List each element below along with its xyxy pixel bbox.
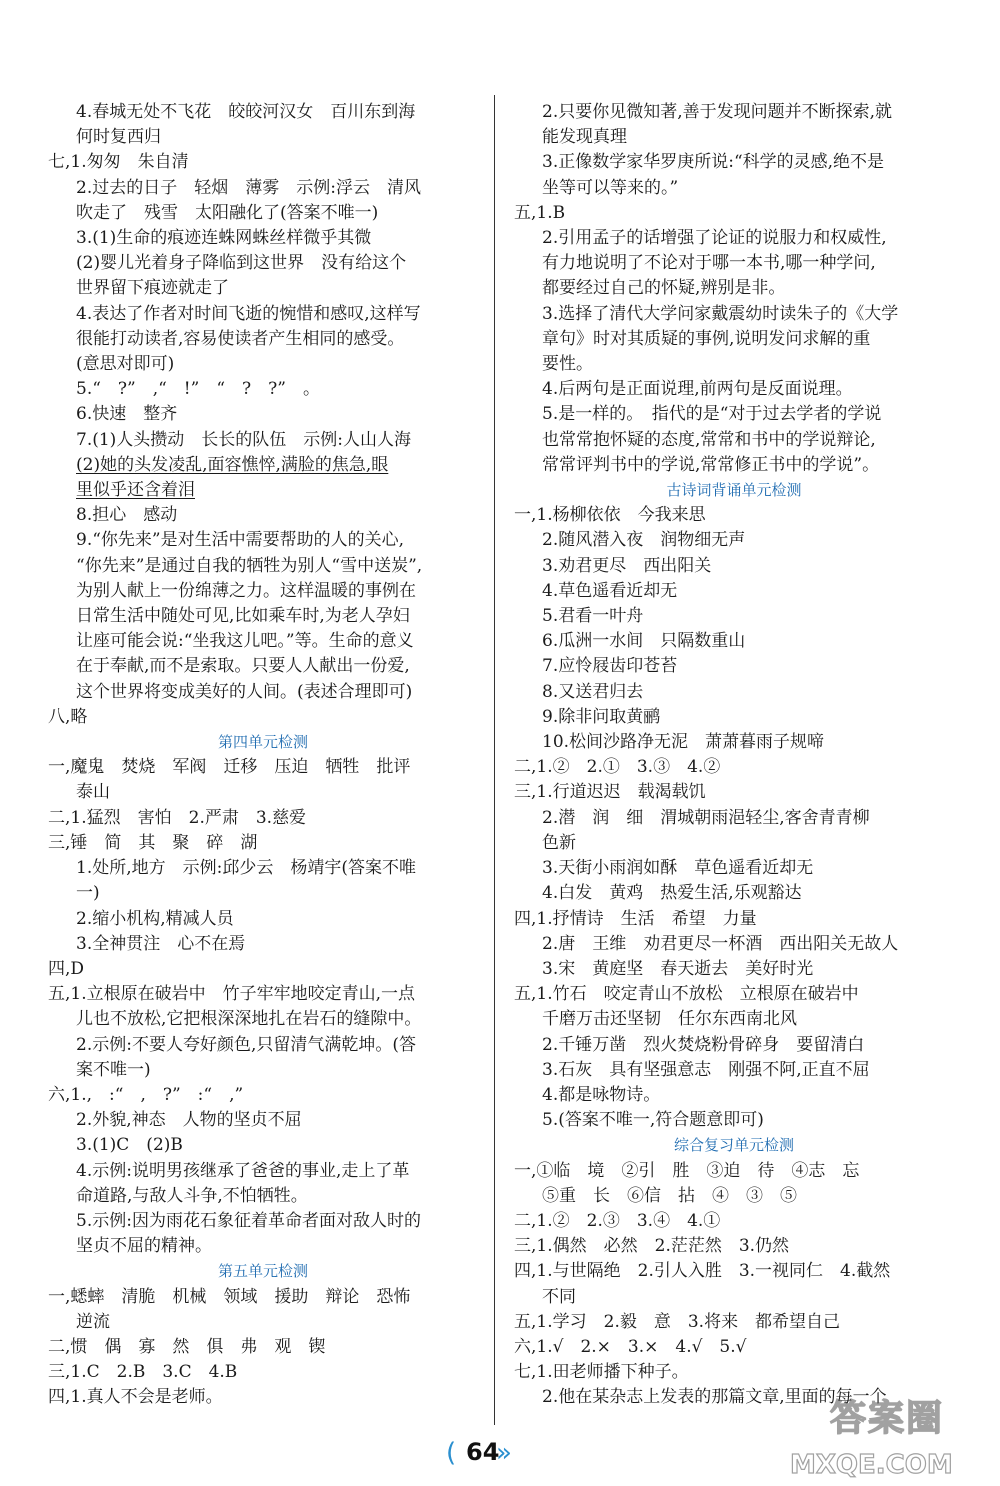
answer-line: 泰山 — [76, 782, 110, 803]
answer-line: 2.他在某杂志上发表的那篇文章,里面的每一个 — [542, 1387, 887, 1408]
answer-line: 六,1.√ 2.× 3.× 4.√ 5.√ — [514, 1336, 747, 1357]
watermark-url: MXQE.COM — [790, 1450, 953, 1480]
answer-line: (2)婴儿光着身子降临到这世界 没有给这个 — [76, 253, 407, 274]
answer-line: 2.千锤万凿 烈火焚烧粉骨碎身 要留清白 — [542, 1034, 865, 1055]
answer-line: 3.选择了清代大学问家戴震幼时读朱子的《大学 — [542, 303, 899, 324]
answer-line: 一,①临 境 ②引 胜 ③迫 待 ④志 忘 — [514, 1160, 860, 1181]
answer-line: 1.处所,地方 示例:邱少云 杨靖宇(答案不唯 — [76, 858, 416, 879]
answer-line: 7.(1)人头攒动 长长的队伍 示例:人山人海 — [76, 429, 412, 450]
answer-line: 2.示例:不要人夸好颜色,只留清气满乾坤。(答 — [76, 1034, 416, 1055]
answer-line: 4.都是咏物诗。 — [542, 1084, 661, 1105]
answer-line: 3.(1)C (2)B — [76, 1135, 183, 1156]
answer-line: 四,1.抒情诗 生活 希望 力量 — [514, 908, 757, 929]
answer-line: 3.正像数学家华罗庚所说:“科学的灵感,绝不是 — [542, 152, 885, 173]
answer-line: 4.表达了作者对时间飞逝的惋惜和感叹,这样写 — [76, 303, 421, 324]
answer-line: 3.宋 黄庭坚 春天逝去 美好时光 — [542, 958, 814, 979]
answer-line: 这个世界将变成美好的人间。(表述合理即可) — [76, 681, 413, 702]
answer-line: 千磨万击还坚韧 任尔东西南北风 — [542, 1009, 797, 1030]
answer-line: 五,1.学习 2.毅 意 3.将来 都希望自己 — [514, 1311, 841, 1332]
answer-line: 2.唐 王维 劝君更尽一杯酒 西出阳关无故人 — [542, 933, 899, 954]
left-bracket-icon: ( — [446, 1438, 457, 1468]
answer-line: 一,魔鬼 焚烧 军阀 迁移 压迫 牺牲 批评 — [48, 757, 411, 778]
answer-line: 4.白发 黄鸡 热爱生活,乐观豁达 — [542, 883, 802, 904]
answer-line: 都要经过自己的怀疑,辨别是非。 — [542, 278, 786, 299]
answer-line: 9.除非问取黄鹂 — [542, 706, 661, 727]
answer-line: 七,1.田老师播下种子。 — [514, 1362, 689, 1383]
answer-line: 章句》时对其质疑的事例,说明发问求解的重 — [542, 328, 871, 349]
answer-line: 在于奉献,而不是索取。只要人人献出一份爱, — [76, 656, 410, 677]
section-heading: 第四单元检测 — [217, 733, 308, 752]
answer-line: 5.君看一叶舟 — [542, 606, 644, 627]
section-heading: 综合复习单元检测 — [673, 1136, 794, 1155]
answer-line: 4.春城无处不飞花 皎皎河汉女 百川东到海 — [76, 102, 416, 122]
answer-line: 八,略 — [48, 706, 88, 727]
answer-line: 9.“你先来”是对生活中需要帮助的人的关心, — [76, 530, 405, 551]
page-number-badge — [446, 1436, 532, 1470]
right-chevron-icon: » — [496, 1438, 512, 1468]
answer-line: 让座可能会说:“坐我这儿吧。”等。生命的意义 — [76, 631, 414, 652]
answer-line: 有力地说明了不论对于哪一本书,哪一种学问, — [542, 253, 876, 274]
answer-line: 五,1.竹石 咬定青山不放松 立根原在破岩中 — [514, 984, 859, 1005]
answer-line: 2.缩小机构,精减人员 — [76, 908, 234, 929]
answer-line: 二,1.② 2.③ 3.④ 4.① — [514, 1210, 721, 1231]
answer-line: 8.又送君归去 — [542, 681, 644, 702]
answer-line: 日常生活中随处可见,比如乘车时,为老人孕妇 — [76, 606, 410, 627]
answer-line: 5.是一样的。 指代的是“对于过去学者的学说 — [542, 404, 882, 425]
answer-line: 命道路,与敌人斗争,不怕牺牲。 — [76, 1185, 308, 1206]
answer-line: 坚贞不屈的精神。 — [76, 1236, 212, 1257]
answer-line: 3.全神贯注 心不在焉 — [76, 933, 246, 954]
answer-line: 何时复西归 — [76, 127, 161, 148]
answer-line: (2)她的头发凌乱,面容憔悴,满脸的焦急,眼 — [76, 454, 389, 475]
answer-line: 里似乎还含着泪 — [76, 480, 195, 501]
answer-line: 也常常抱怀疑的态度,常常和书中的学说辩论, — [542, 429, 876, 450]
answer-line: 要性。 — [542, 354, 593, 375]
answer-line: 二,1.猛烈 害怕 2.严肃 3.慈爱 — [48, 807, 307, 828]
answer-line: 为别人献上一份绵薄之力。这样温暖的事例在 — [76, 580, 416, 601]
answer-line: 2.随风潜入夜 润物细无声 — [542, 530, 746, 551]
answer-line: 5.(答案不唯一,符合题意即可) — [542, 1110, 764, 1131]
page-number: 64 — [466, 1438, 500, 1466]
answer-line: 世界留下痕迹就走了 — [76, 278, 229, 299]
answer-line: 4.后两句是正面说理,前两句是反面说理。 — [542, 379, 853, 400]
watermark-logo: 答案圈 — [830, 1398, 945, 1439]
answer-line: 常常评判书中的学说,常常修正书中的学说”。 — [542, 454, 880, 475]
answer-line: 五,1.立根原在破岩中 竹子牢牢地咬定青山,一点 — [48, 984, 416, 1005]
answer-line: 3.天街小雨润如酥 草色遥看近却无 — [542, 858, 814, 879]
answer-line: 色新 — [542, 832, 576, 853]
answer-line: 儿也不放松,它把根深深地扎在岩石的缝隙中。 — [76, 1009, 422, 1030]
answer-line: 四,1.真人不会是老师。 — [48, 1387, 223, 1408]
answer-line: “你先来”是通过自我的牺牲为别人“雪中送炭”, — [76, 555, 423, 576]
answer-line: 3.石灰 具有坚强意志 刚强不阿,正直不屈 — [542, 1059, 870, 1080]
answer-line: 三,1.C 2.B 3.C 4.B — [48, 1362, 238, 1383]
answer-line: 三,锤 简 其 聚 碎 湖 — [48, 832, 258, 853]
watermark — [790, 1390, 990, 1480]
answer-line: 3.(1)生命的痕迹连蛛网蛛丝样微乎其微 — [76, 228, 372, 249]
answer-line: 逆流 — [76, 1311, 110, 1332]
answer-line: (意思对即可) — [76, 354, 175, 375]
column-divider — [494, 95, 495, 1425]
answer-line: 案不唯一) — [76, 1059, 151, 1080]
right-column — [514, 100, 954, 1411]
answer-line: 2.过去的日子 轻烟 薄雾 示例:浮云 清风 — [76, 177, 421, 198]
answer-line: 5.示例:因为雨花石象征着革命者面对敌人时的 — [76, 1210, 421, 1231]
answer-line: 3.劝君更尽 西出阳关 — [542, 555, 712, 576]
answer-line: 8.担心 感动 — [76, 505, 178, 526]
left-column — [48, 100, 478, 1411]
section-heading: 第五单元检测 — [217, 1262, 308, 1281]
answer-line: 五,1.B — [514, 202, 566, 223]
answer-line: 一,1.杨柳依依 今我来思 — [514, 505, 706, 526]
answer-line: ⑤重 长 ⑥信 拈 ④ ③ ⑤ — [542, 1185, 797, 1206]
answer-line: 四,D — [48, 958, 85, 979]
answer-line: 4.草色遥看近却无 — [542, 580, 678, 601]
answer-line: 6.瓜洲一水间 只隔数重山 — [542, 631, 746, 652]
answer-line: 2.引用孟子的话增强了论证的说服力和权威性, — [542, 228, 887, 249]
answer-line: 七,1.匆匆 朱自清 — [48, 152, 189, 173]
section-heading: 古诗词背诵单元检测 — [666, 481, 802, 500]
answer-line: 一,蟋蟀 清脆 机械 领域 援助 辩论 恐怖 — [48, 1286, 411, 1307]
answer-line: 吹走了 残雪 太阳融化了(答案不唯一) — [76, 202, 379, 223]
answer-line: 2.只要你见微知著,善于发现问题并不断探索,就 — [542, 102, 893, 122]
answer-line: 7.应怜屐齿印苍苔 — [542, 656, 678, 677]
answer-line: 四,1.与世隔绝 2.引人入胜 3.一视同仁 4.截然 — [514, 1261, 891, 1282]
answer-line: 2.外貌,神态 人物的坚贞不屈 — [76, 1110, 302, 1131]
answer-line: 很能打动读者,容易使读者产生相同的感受。 — [76, 328, 405, 349]
answer-line: 六,1., :“ , ?” :“ ,” — [48, 1084, 244, 1105]
answer-line: 4.示例:说明男孩继承了爸爸的事业,走上了革 — [76, 1160, 410, 1181]
answer-line: 二,惯 偶 寡 然 俱 弗 观 锲 — [48, 1336, 326, 1357]
answer-line: 坐等可以等来的。” — [542, 177, 679, 198]
answer-line: 5.“ ?” ,“ !” “ ? ?” 。 — [76, 379, 320, 400]
answer-line: 能发现真理 — [542, 127, 627, 148]
answer-line: 不同 — [542, 1286, 576, 1307]
answer-line: 一) — [76, 883, 100, 904]
answer-line: 三,1.行道迟迟 载渴载饥 — [514, 782, 706, 803]
answer-line: 10.松间沙路净无泥 萧萧暮雨子规啼 — [542, 732, 825, 753]
answer-line: 6.快速 整齐 — [76, 404, 178, 425]
answer-line: 2.潜 润 细 渭城朝雨浥轻尘,客舍青青柳 — [542, 807, 870, 828]
answer-line: 二,1.② 2.① 3.③ 4.② — [514, 757, 721, 778]
answer-line: 三,1.偶然 必然 2.茫茫然 3.仍然 — [514, 1236, 790, 1257]
